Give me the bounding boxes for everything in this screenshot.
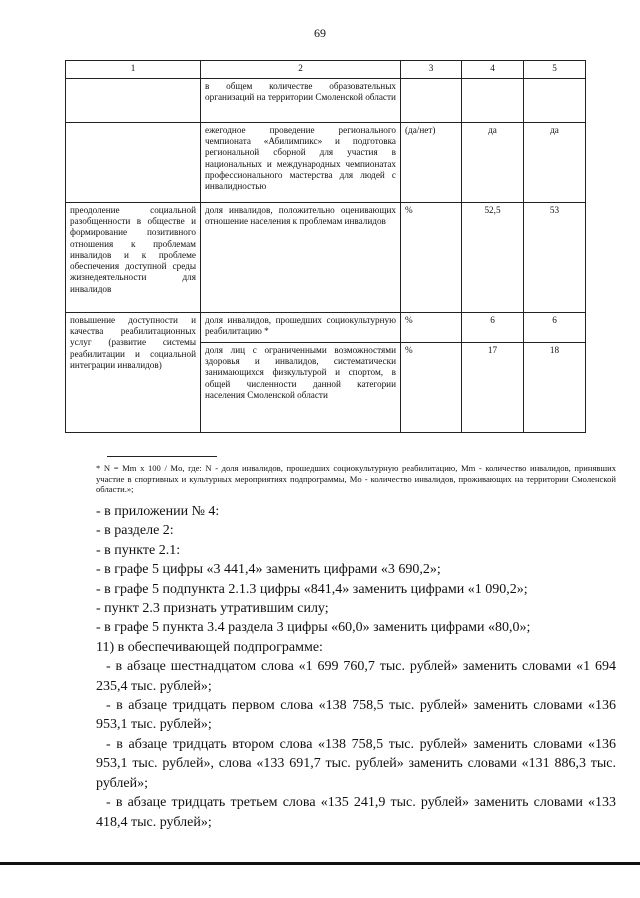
table-cell: повышение доступности и качества реабилитационных услуг (развитие системы реабилитации и социальной интеграции инвалидов) [66,313,201,433]
table-cell: % [401,313,462,343]
table-cell [524,79,586,123]
text-line: - в графе 5 пункта 3.4 раздела 3 цифры «60,0» заменить цифрами «80,0»; [96,620,531,636]
table-cell: % [401,343,462,433]
table-header-row [66,61,586,79]
table-cell: % [401,203,462,313]
text-line: - пункт 2.3 признать утратившим силу; [96,601,329,617]
text-paragraph: - в абзаце тридцать первом слова «138 758,5 тыс. рублей» заменить словами «136 953,1 тыс. рублей»; [96,698,616,733]
table-cell: 17 [462,343,524,433]
table-cell [66,123,201,203]
table-row [66,79,586,123]
table-cell [401,79,462,123]
table-cell [462,79,524,123]
page-number: 69 [314,26,326,40]
text-line: - в приложении № 4: [96,504,220,519]
table-cell: доля лиц с ограниченными возможностями здоровья и инвалидов, систематически занимающихся физкультурой и спортом, в общей численности данной категории населения Смоленской области [201,343,401,433]
table-cell: доля инвалидов, прошедших социокультурную реабилитацию * [201,313,401,343]
column-header: 3 [401,61,462,79]
table-cell [66,79,201,123]
table-row [66,313,586,343]
table-cell: ежегодное проведение регионального чемпионата «Абилимпикс» и подготовка региональной сборной для участия в национальных и международных чемпионатах профессионального мастерства для людей с инвалидностью [201,123,401,203]
text-line: - в графе 5 подпункта 2.1.3 цифры «841,4» заменить цифрами «1 090,2»; [96,581,528,597]
table-cell: преодоление социальной разобщенности в обществе и формирование позитивного отношения к проблемам инвалидов и к проблеме обеспечения доступной среды жизнедеятельности для инвалидов [66,203,201,313]
table-cell: 18 [524,343,586,433]
table-cell: 53 [524,203,586,313]
table-cell: да [524,123,586,203]
text-paragraph: - в абзаце тридцать третьем слова «135 241,9 тыс. рублей» заменить словами «133 418,4 тыс. рублей»; [96,795,616,830]
table-row [66,203,586,313]
column-header: 5 [524,61,586,79]
text-line: 11) в обеспечивающей подпрограмме: [96,639,323,655]
text-line: - в пункте 2.1: [96,542,181,558]
table-cell: в общем количестве образовательных организаций на территории Смоленской области [201,79,401,123]
table-cell: (да/нет) [401,123,462,203]
scan-bottom-edge [0,862,640,865]
text-line: - в графе 5 цифры «3 441,4» заменить цифрами «3 690,2»; [96,562,441,578]
indicators-table [65,60,586,433]
table-row [66,123,586,203]
table-cell: 6 [462,313,524,343]
text-line: - в разделе 2: [96,523,174,539]
footnote: * N = Mm x 100 / Mo, где: N - доля инвалидов, прошедших социокультурную реабилитацию, Mm - количество инвалидов, принявших участие в спортивных и культурных мероприятиях подпрограммы, Mo - количество инвалидов, проживающих на территории Смоленской области.»; [96,463,616,495]
column-header: 4 [462,61,524,79]
table-cell: 52,5 [462,203,524,313]
amendments-text [96,502,616,832]
text-paragraph: - в абзаце тридцать втором слова «138 758,5 тыс. рублей» заменить словами «136 953,1 тыс. рублей», слова «133 691,7 тыс. рублей» заменить словами «131 886,3 тыс. рублей»; [96,736,616,791]
footnote-divider [107,456,217,457]
column-header: 1 [66,61,201,79]
table-cell: да [462,123,524,203]
table-cell: 6 [524,313,586,343]
table-cell: доля инвалидов, положительно оценивающих отношение населения к проблемам инвалидов [201,203,401,313]
column-header: 2 [201,61,401,79]
text-paragraph: - в абзаце шестнадцатом слова «1 699 760,7 тыс. рублей» заменить словами «1 694 235,4 тыс. рублей»; [96,659,616,694]
